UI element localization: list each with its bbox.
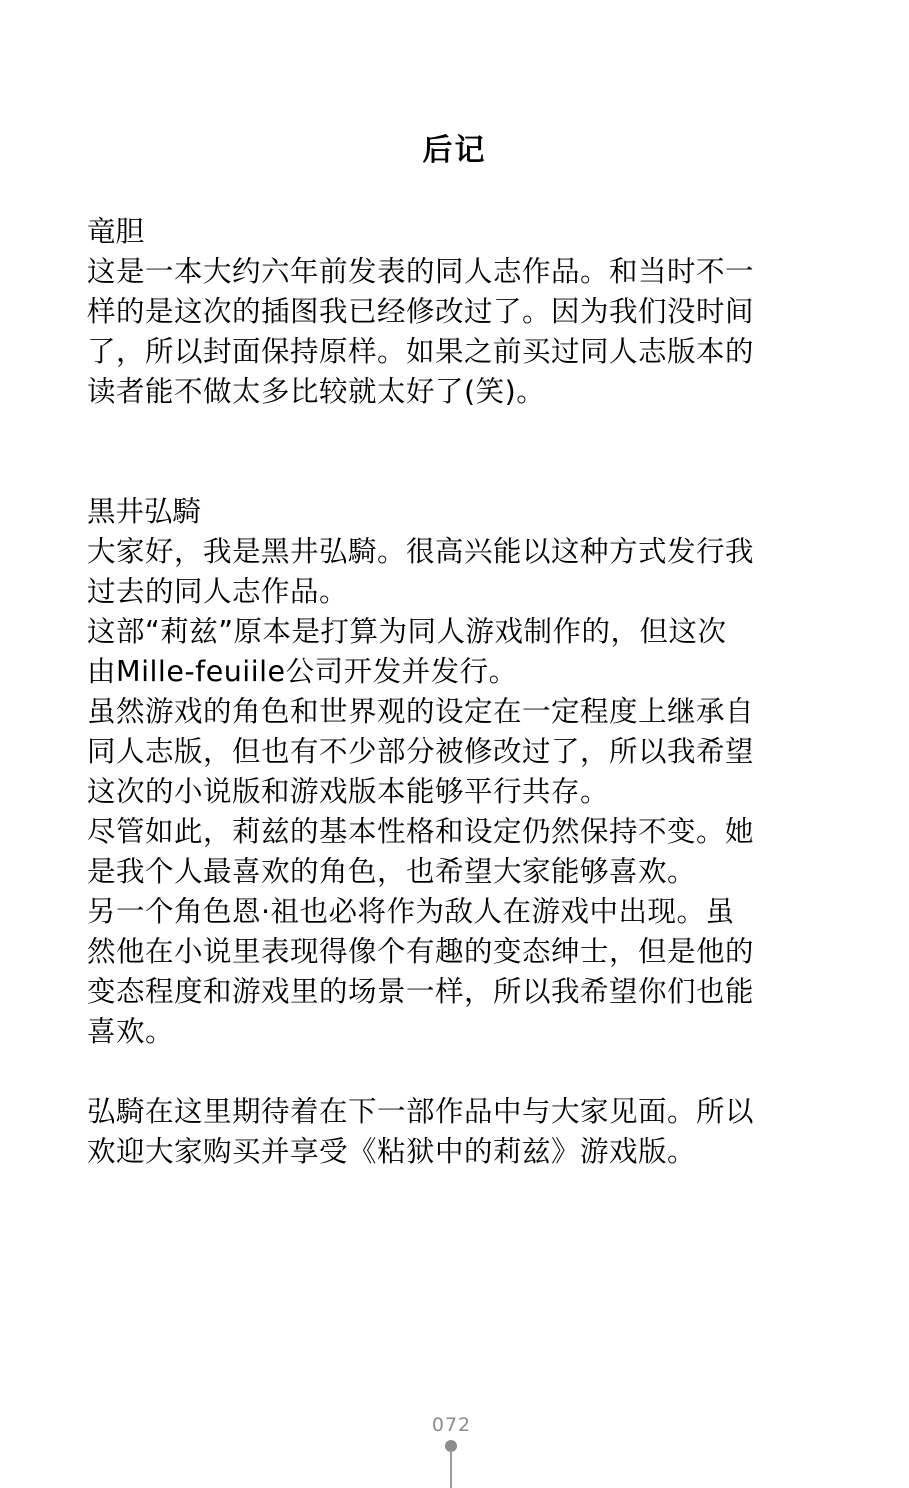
- text-line: 这是一本大约六年前发表的同人志作品。和当时不一: [87, 255, 755, 288]
- text-line: 大家好，我是黑井弘騎。很高兴能以这种方式发行我: [87, 535, 755, 568]
- author-name: 竜胆: [87, 215, 145, 248]
- text-line: 虽然游戏的角色和世界观的设定在一定程度上继承自: [87, 695, 755, 728]
- text-line: 这次的小说版和游戏版本能够平行共存。: [87, 775, 610, 808]
- text-line: 另一个角色恩·祖也必将作为敌人在游戏中出现。虽: [87, 895, 735, 928]
- text-line: 尽管如此，莉兹的基本性格和设定仍然保持不变。她: [87, 815, 755, 848]
- text-line: 这部“莉兹”原本是打算为同人游戏制作的，但这次: [87, 615, 727, 648]
- text-line: 由Mille-feuiile公司开发并发行。: [87, 655, 518, 688]
- text-line: 然他在小说里表现得像个有趣的变态绅士，但是他的: [87, 935, 755, 968]
- text-line: 弘騎在这里期待着在下一部作品中与大家见面。所以: [87, 1095, 755, 1128]
- afterword-section-kuroi: [87, 492, 817, 1172]
- page-title: 后记: [422, 133, 487, 168]
- text-line: 变态程度和游戏里的场景一样，所以我希望你们也能: [87, 975, 755, 1008]
- author-name: 黒井弘騎: [87, 495, 202, 528]
- page-marker-line: [450, 1450, 452, 1488]
- afterword-section-rindou: [87, 212, 817, 412]
- text-line: 样的是这次的插图我已经修改过了。因为我们没时间: [87, 295, 755, 328]
- page-number: 072: [431, 1414, 472, 1436]
- text-line: 同人志版，但也有不少部分被修改过了，所以我希望: [87, 735, 755, 768]
- text-line: 欢迎大家购买并享受《粘狱中的莉兹》游戏版。: [87, 1135, 697, 1168]
- text-line: 喜欢。: [87, 1015, 175, 1048]
- text-line: 过去的同人志作品。: [87, 575, 349, 608]
- text-line: 了，所以封面保持原样。如果之前买过同人志版本的: [87, 335, 755, 368]
- paragraph-gap: [87, 1052, 817, 1092]
- text-line: 读者能不做太多比较就太好了(笑)。: [87, 375, 546, 408]
- text-line: 是我个人最喜欢的角色，也希望大家能够喜欢。: [87, 855, 697, 888]
